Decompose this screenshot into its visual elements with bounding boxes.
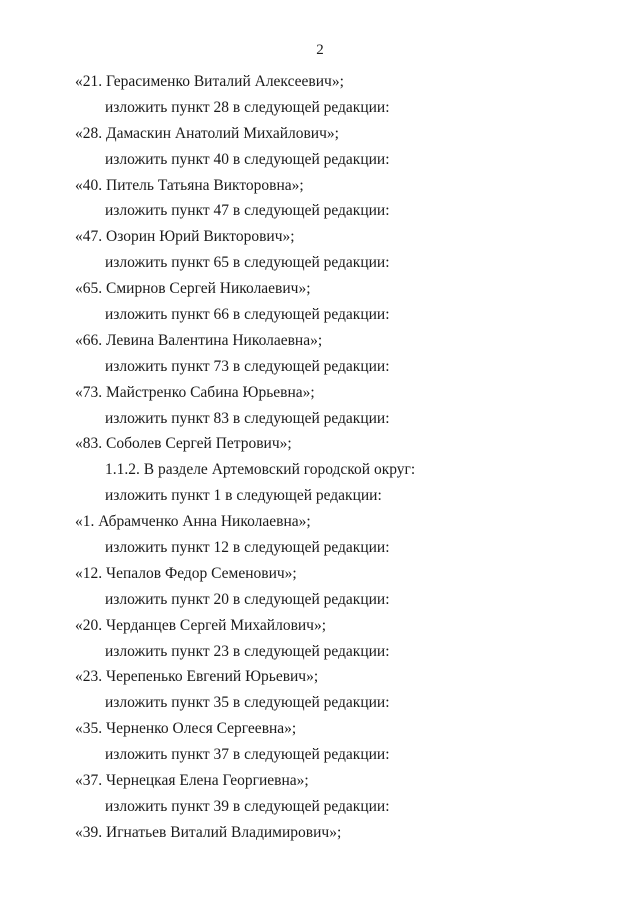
instruction-line: изложить пункт 35 в следующей редакции: xyxy=(105,694,390,712)
list-entry-line: «12. Чепалов Федор Семенович»; xyxy=(75,564,297,582)
instruction-line: изложить пункт 66 в следующей редакции: xyxy=(105,306,390,324)
instruction-line: изложить пункт 65 в следующей редакции: xyxy=(105,254,390,272)
list-entry-line: «21. Герасименко Виталий Алексеевич»; xyxy=(75,73,344,90)
instruction-line: изложить пункт 1 в следующей редакции: xyxy=(105,487,382,505)
instruction-line: изложить пункт 37 в следующей редакции: xyxy=(105,746,390,764)
instruction-line: изложить пункт 83 в следующей редакции: xyxy=(105,409,390,427)
instruction-line: 1.1.2. В разделе Артемовский городской округ: xyxy=(105,461,416,479)
instruction-line: изложить пункт 39 в следующей редакции: xyxy=(105,797,390,815)
list-entry-line: «65. Смирнов Сергей Николаевич»; xyxy=(75,280,311,298)
text-body xyxy=(0,73,640,850)
list-entry-line: «37. Чернецкая Елена Георгиевна»; xyxy=(75,772,309,790)
list-entry-line: «40. Питель Татьяна Викторовна»; xyxy=(75,176,304,194)
list-entry-line: «1. Абрамченко Анна Николаевна»; xyxy=(75,513,311,531)
instruction-line: изложить пункт 23 в следующей редакции: xyxy=(105,642,390,660)
instruction-line: изложить пункт 47 в следующей редакции: xyxy=(105,202,390,220)
page-number: 2 xyxy=(316,42,324,58)
instruction-line: изложить пункт 40 в следующей редакции: xyxy=(105,150,390,168)
list-entry-line: «83. Соболев Сергей Петрович»; xyxy=(75,435,292,453)
list-entry-line: «47. Озорин Юрий Викторович»; xyxy=(75,228,295,246)
instruction-line: изложить пункт 28 в следующей редакции: xyxy=(105,98,390,116)
list-entry-line: «20. Черданцев Сергей Михайлович»; xyxy=(75,616,327,634)
instruction-line: изложить пункт 20 в следующей редакции: xyxy=(105,590,390,608)
list-entry-line: «23. Черепенько Евгений Юрьевич»; xyxy=(75,668,319,686)
list-entry-line: «35. Черненко Олеся Сергеевна»; xyxy=(75,720,297,738)
instruction-line: изложить пункт 12 в следующей редакции: xyxy=(105,539,390,557)
list-entry-line: «66. Левина Валентина Николаевна»; xyxy=(75,331,323,349)
list-entry-line: «73. Майстренко Сабина Юрьевна»; xyxy=(75,383,315,401)
instruction-line: изложить пункт 73 в следующей редакции: xyxy=(105,357,390,375)
list-entry-line: «39. Игнатьев Виталий Владимирович»; xyxy=(75,823,342,841)
list-entry-line: «28. Дамаскин Анатолий Михайлович»; xyxy=(75,124,339,142)
